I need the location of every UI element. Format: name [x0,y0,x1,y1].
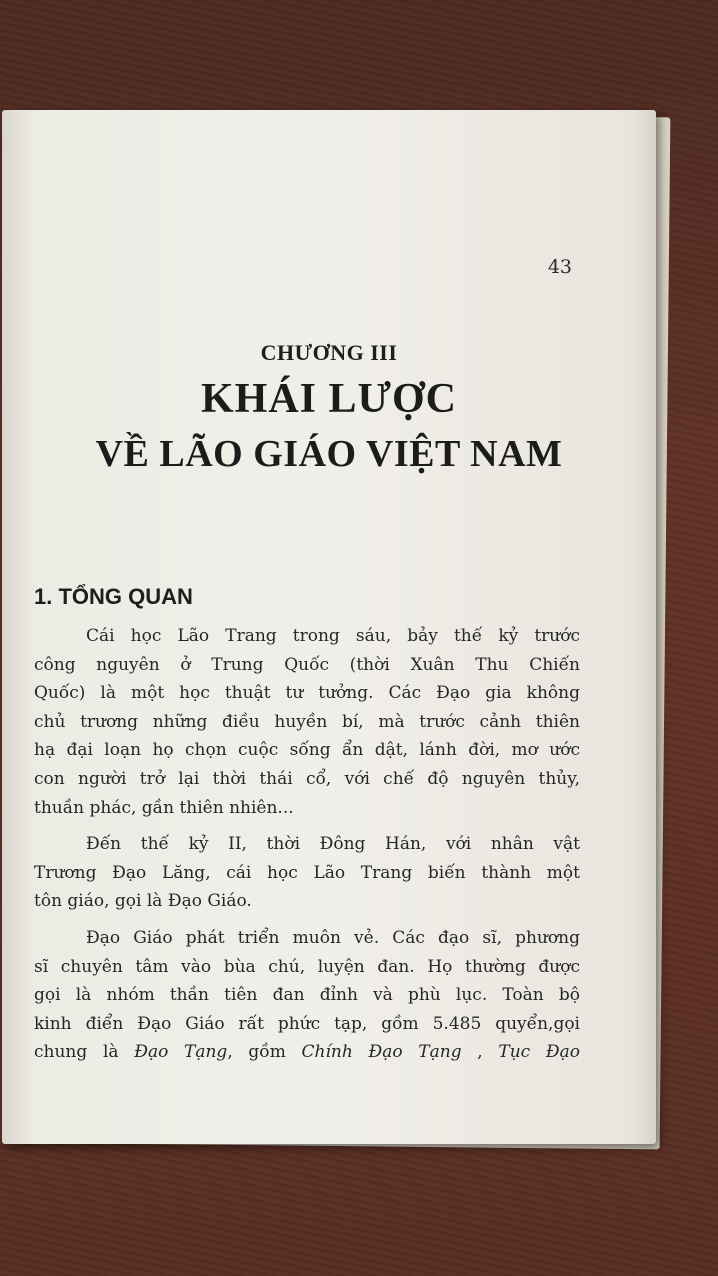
text-line: con người trở lại thời thái cổ, với chế độ nguyên thủy, [34,768,580,789]
text-line: sĩ chuyên tâm vào bùa chú, luyện đan. Họ thường được [34,956,580,977]
body-text [34,622,580,1075]
chapter-label: CHƯƠNG III [260,340,398,365]
italic-term-chinh-dao-tang: Chính Đạo Tạng [301,1042,462,1063]
paragraph-3 [34,924,580,1067]
text-line: Đến thế kỷ II, thời Đông Hán, với nhân vật [86,834,580,855]
chapter-title-line-1: KHÁI LƯỢC [201,376,457,422]
text-line: hạ đại loạn họ chọn cuộc sống ẩn dật, lánh đời, mơ ước [34,740,580,761]
text-line: gọi là nhóm thần tiên đan đỉnh và phù lục. Toàn bộ [34,985,580,1006]
text-line: kinh điển Đạo Giáo rất phức tạp, gồm 5.485 quyển,gọi [34,1013,580,1034]
paragraph-1 [34,622,580,822]
book-page [2,110,656,1144]
text-line: Đạo Giáo phát triển muôn vẻ. Các đạo sĩ, phương [86,927,580,948]
text-line: thuần phác, gần thiên nhiên... [34,797,294,818]
italic-term-dao-tang: Đạo Tạng [134,1042,228,1063]
text-line-mixed [34,1038,580,1067]
text-line: Trương Đạo Lăng, cái học Lão Trang biến thành một [34,862,580,883]
text-line: tôn giáo, gọi là Đạo Giáo. [34,891,252,912]
text-line: Cái học Lão Trang trong sáu, bảy thế kỷ trước [86,626,580,646]
text-line: chủ trương những điều huyền bí, mà trước cảnh thiên [34,711,580,732]
text-run: chung là [34,1042,135,1063]
page-number: 43 [547,256,572,278]
paragraph-2 [34,830,580,916]
chapter-title-line-2: VỀ LÃO GIÁO VIỆT NAM [95,433,563,475]
italic-term-tuc-dao: Tục Đạo [498,1042,580,1063]
text-line: Quốc) là một học thuật tư tưởng. Các Đạo gia không [34,683,580,704]
text-run: , [461,1042,499,1063]
text-line: công nguyên ở Trung Quốc (thời Xuân Thu Chiến [34,654,580,675]
section-heading: 1. TỔNG QUAN [34,584,193,609]
text-run: , gồm [227,1042,302,1063]
